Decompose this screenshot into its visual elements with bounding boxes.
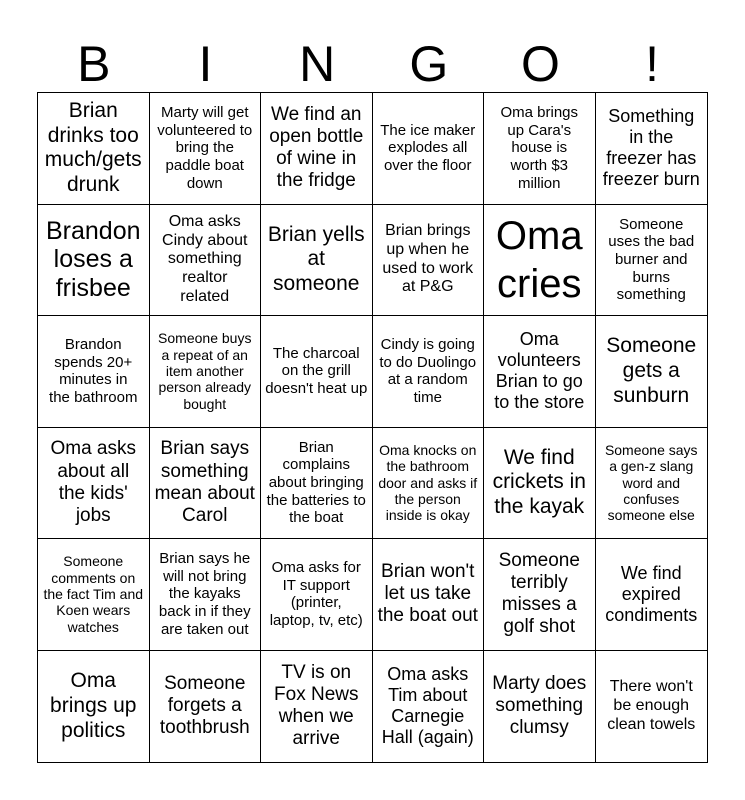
- bingo-cell-text: Marty does something clumsy: [492, 672, 587, 739]
- bingo-cell-r5c3[interactable]: [261, 539, 373, 651]
- bingo-cell-r1c1[interactable]: [38, 93, 150, 205]
- bingo-cell-text: We find an open bottle of wine in the fridge: [269, 103, 364, 192]
- bingo-cell-r4c3[interactable]: [261, 428, 373, 540]
- bingo-cell-r2c3[interactable]: [261, 205, 373, 317]
- bingo-cell-r5c4[interactable]: [373, 539, 485, 651]
- bingo-cell-text: The charcoal on the grill doesn't heat up: [265, 344, 368, 398]
- bingo-cell-text: Marty will get volunteered to bring the paddle boat down: [157, 104, 253, 192]
- bingo-cell-text: Oma asks Tim about Carnegie Hall (again): [381, 664, 474, 748]
- title-letter-g: G: [409, 36, 449, 92]
- bingo-cell-r1c2[interactable]: [150, 93, 262, 205]
- bingo-cell-text: Brian says something mean about Carol: [154, 438, 255, 526]
- bingo-cell-r3c6[interactable]: [596, 316, 708, 428]
- bingo-cell-text: The ice maker explodes all over the floor: [380, 121, 476, 175]
- bingo-cell-text: Brian yells at someone: [267, 222, 365, 296]
- bingo-cell-text: Oma volunteers Brian to go to the store: [494, 329, 585, 413]
- bingo-cell-text: Someone comments on the fact Tim and Koen wears watches: [43, 553, 144, 635]
- bingo-cell-r5c6[interactable]: [596, 539, 708, 651]
- bingo-cell-r6c5[interactable]: [484, 651, 596, 763]
- bingo-cell-text: Someone buys a repeat of an item another person already bought: [158, 330, 252, 412]
- bingo-cell-text: Oma brings up politics: [50, 669, 137, 742]
- bingo-cell-r5c1[interactable]: [38, 539, 150, 651]
- bingo-cell-text: Someone terribly misses a golf shot: [498, 549, 580, 638]
- bingo-cell-text: Brian won't let us take the boat out: [377, 560, 478, 627]
- bingo-cell-text: Oma asks about all the kids' jobs: [50, 438, 137, 526]
- bingo-cell-r4c1[interactable]: [38, 428, 150, 540]
- bingo-cell-r1c4[interactable]: [373, 93, 485, 205]
- bingo-cell-text: We find expired condiments: [605, 562, 698, 625]
- bingo-cell-r6c1[interactable]: [38, 651, 150, 763]
- bingo-cell-text: Someone forgets a toothbrush: [159, 672, 250, 739]
- bingo-cell-text: We find crickets in the kayak: [492, 445, 586, 519]
- title-letter-b: B: [77, 36, 111, 92]
- bingo-cell-text: Oma knocks on the bathroom door and asks if the person inside is okay: [378, 441, 478, 524]
- bingo-title: [38, 34, 708, 94]
- bingo-cell-r3c1[interactable]: [38, 316, 150, 428]
- title-letter-exclamation: !: [645, 36, 660, 92]
- bingo-cell-r1c6[interactable]: [596, 93, 708, 205]
- bingo-cell-text: Something in the freezer has freezer burn: [602, 106, 700, 190]
- bingo-cell-text: Brian says he will not bring the kayaks back in if they are taken out: [158, 550, 251, 638]
- bingo-cell-r3c3[interactable]: [261, 316, 373, 428]
- bingo-cell-r4c2[interactable]: [150, 428, 262, 540]
- bingo-cell-text: Brian brings up when he used to work at P&G: [382, 222, 474, 296]
- bingo-cell-text: Brandon loses a frisbee: [45, 216, 141, 303]
- bingo-cell-text: Someone uses the bad burner and burns something: [608, 215, 695, 304]
- title-letter-i: I: [198, 36, 213, 92]
- bingo-cell-r2c1[interactable]: [38, 205, 150, 317]
- bingo-cell-r2c6[interactable]: [596, 205, 708, 317]
- bingo-cell-r6c6[interactable]: [596, 651, 708, 763]
- bingo-cell-r4c4[interactable]: [373, 428, 485, 540]
- bingo-cell-r3c5[interactable]: [484, 316, 596, 428]
- bingo-board: [37, 92, 708, 763]
- bingo-cell-r3c4[interactable]: [373, 316, 485, 428]
- bingo-cell-text: Brian drinks too much/gets drunk: [44, 99, 142, 196]
- bingo-cell-text: Oma asks for IT support (printer, laptop, tv, etc): [269, 559, 363, 629]
- bingo-cell-r6c2[interactable]: [150, 651, 262, 763]
- bingo-cell-text: Someone says a gen-z slang word and confuses someone else: [604, 441, 698, 524]
- bingo-cell-text: Oma cries: [495, 213, 583, 306]
- bingo-cell-text: Cindy is going to do Duolingo at a random time: [379, 336, 477, 406]
- bingo-cell-r6c4[interactable]: [373, 651, 485, 763]
- bingo-cell-r5c2[interactable]: [150, 539, 262, 651]
- bingo-cell-r4c5[interactable]: [484, 428, 596, 540]
- bingo-cell-r1c3[interactable]: [261, 93, 373, 205]
- title-letter-o: O: [521, 36, 560, 92]
- bingo-cell-r1c5[interactable]: [484, 93, 596, 205]
- bingo-cell-text: Brian complains about bringing the batteries to the boat: [266, 438, 366, 527]
- title-letter-n: N: [299, 36, 336, 92]
- bingo-cell-r2c2[interactable]: [150, 205, 262, 317]
- bingo-cell-r4c6[interactable]: [596, 428, 708, 540]
- bingo-cell-r2c4[interactable]: [373, 205, 485, 317]
- bingo-cell-r5c5[interactable]: [484, 539, 596, 651]
- bingo-cell-text: Oma brings up Cara's house is worth $3 million: [500, 104, 579, 192]
- bingo-cell-text: Brandon spends 20+ minutes in the bathroom: [49, 336, 138, 406]
- bingo-cell-text: There won't be enough clean towels: [607, 678, 696, 733]
- bingo-cell-r6c3[interactable]: [261, 651, 373, 763]
- bingo-cell-text: Someone gets a sunburn: [606, 334, 697, 407]
- bingo-cell-r3c2[interactable]: [150, 316, 262, 428]
- bingo-cell-r2c5[interactable]: [484, 205, 596, 317]
- bingo-cell-text: Oma asks Cindy about something realtor related: [162, 212, 248, 305]
- bingo-cell-text: TV is on Fox News when we arrive: [274, 661, 359, 750]
